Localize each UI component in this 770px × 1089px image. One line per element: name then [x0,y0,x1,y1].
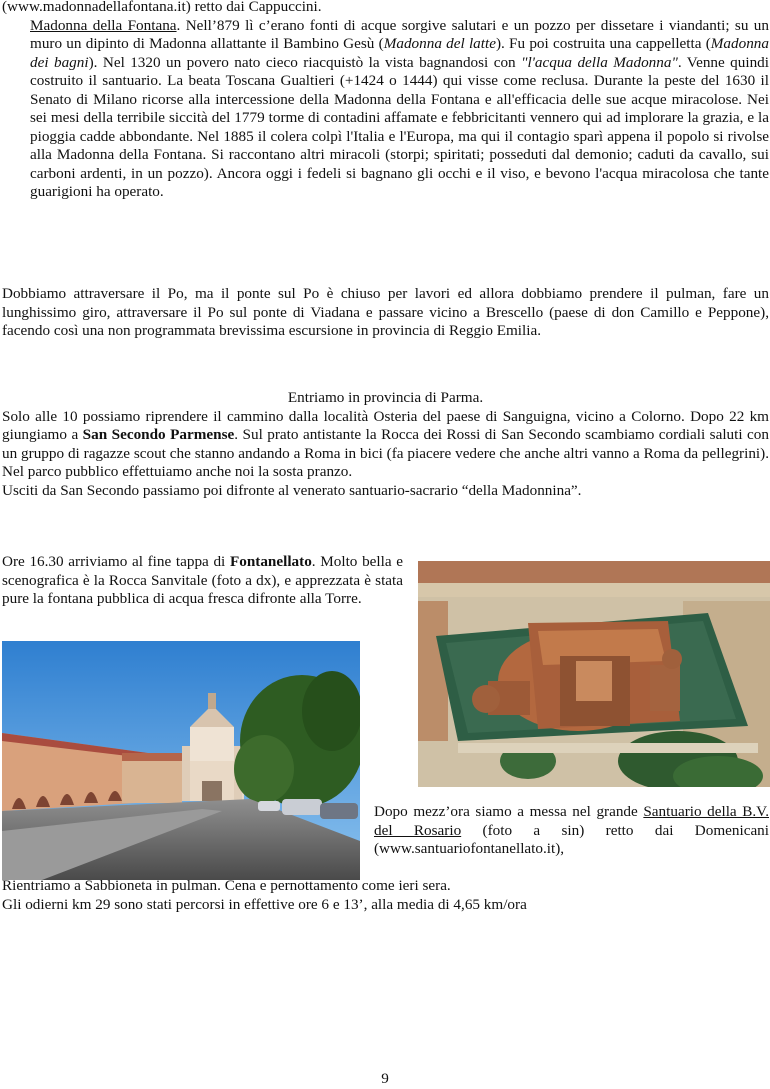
san-secondo-paragraph [2,408,769,482]
para-text: Ore 16.30 arriviamo al fine tappa di [2,553,230,570]
para-text: ). Fu poi costruita una cappelletta ( [495,35,711,52]
santuario-link[interactable]: Santuario della B.V. del Rosario [374,803,769,839]
para-text: Dopo mezz’ora siamo a messa nel grande [374,803,644,820]
para-text: . Molto bella e scenografica è la Rocca Sanvitale (foto a dx), e apprezzata è stata pure la fontana pubblica di acqua fresca difronte alla Torre. [2,553,403,607]
madonnina-line: Usciti da San Secondo passiamo poi difronte al venerato santuario-sacrario “della Madonnina”. [2,481,582,499]
closing-line-1: Rientriamo a Sabbioneta in pulman. Cena e pernottamento come ieri sera. [2,877,451,894]
acqua-madonna-text: "l'acqua della Madonna" [521,53,678,71]
para-text: ). Nel 1320 un povero nato cieco riacquistò la vista bagnandosi con [88,53,522,71]
madonna-fontana-link[interactable]: Madonna della Fontana [30,16,177,34]
intro-section [2,0,769,202]
closing-line-2: Gli odierni km 29 sono stati percorsi in effettive ore 6 e 13’, alla media di 4,65 km/ora [2,895,527,913]
para-text: (foto a sin) retto dai Domenicani (www.santuariofontanellato.it), [374,821,769,857]
intro-url-line: (www.madonnadellafontana.it) retto dai Cappuccini. [2,0,322,15]
para-text: . Nell’879 lì c’erano fonti di acque sorgive salutari e un pozzo per dissetare i viandanti; su un muro un dipinto di Madonna allattante il Bambino Gesù ( [30,16,769,52]
page-number: 9 [381,1070,389,1087]
madonna-latte-text: Madonna del latte [383,35,496,52]
fontanellato-name: Fontanellato [229,553,312,570]
rocca-sanvitale-photo [418,561,770,787]
santuario-caption [374,803,769,859]
para-text: Solo alle 10 possiamo riprendere il cammino dalla località Osteria del paese di Sanguigna, vicino a Colorno. Dopo 22 km giungiamo a [2,407,769,443]
parma-section [2,389,769,500]
san-secondo-name: San Secondo Parmense [82,426,235,443]
para-text: . Sul prato antistante la Rocca dei Rossi di San Secondo scambiamo cordiali saluti con un gruppo di ragazze scout che stanno andando a Roma in bici (fa piacere vedere che anche altri vanno a Roma da pellegrini). Nel parco pubblico effettuiamo anche noi la sosta pranzo. [2,426,769,480]
para-text: . Venne quindi costruito il santuario. La beata Toscana Gualtieri (+1424 o 1444) qui visse come reclusa. Durante la peste del 1630 il Senato di Milano ricorse alla intercessione della Madonna della Fontana e all'efficacia delle sue acque miracolose. Nei sei mesi della terribile siccità del 1779 torme di contadini affamate e febbricitanti vennero qui ad implorare la grazia, e la pioggia cadde abbondante. Nel 1885 il colera colpì l'Italia e l'Europa, ma qui il contagio sparì appena il popolo si rivolse alla Madonna della Fontana. Si raccontano altri miracoli (storpi; spiritati; posseduti dal demonio; caduti da cavallo, sui carboni ardenti, in un pozzo). Ancora oggi i fedeli si bagnano gli occhi e il viso, e bevono l'acqua miracolosa che tante guarigioni ha operato. [30,53,769,200]
madonna-fontana-paragraph [2,17,769,202]
closing-section [2,877,769,914]
fontanellato-paragraph [2,553,403,609]
po-crossing-paragraph: Dobbiamo attraversare il Po, ma il ponte sul Po è chiuso per lavori ed allora dobbiamo prendere il pulman, fare un lunghissimo giro, attraversare il Po sul ponte di Viadana e passare vicino a Brescello (paese di don Camillo e Peppone), facendo così una non programmata brevissima escursione in provincia di Reggio Emilia. [2,285,769,339]
santuario-photo [2,641,360,880]
parma-heading: Entriamo in provincia di Parma. [287,389,484,406]
madonna-bagni-text: Madonna dei bagni [30,35,769,71]
